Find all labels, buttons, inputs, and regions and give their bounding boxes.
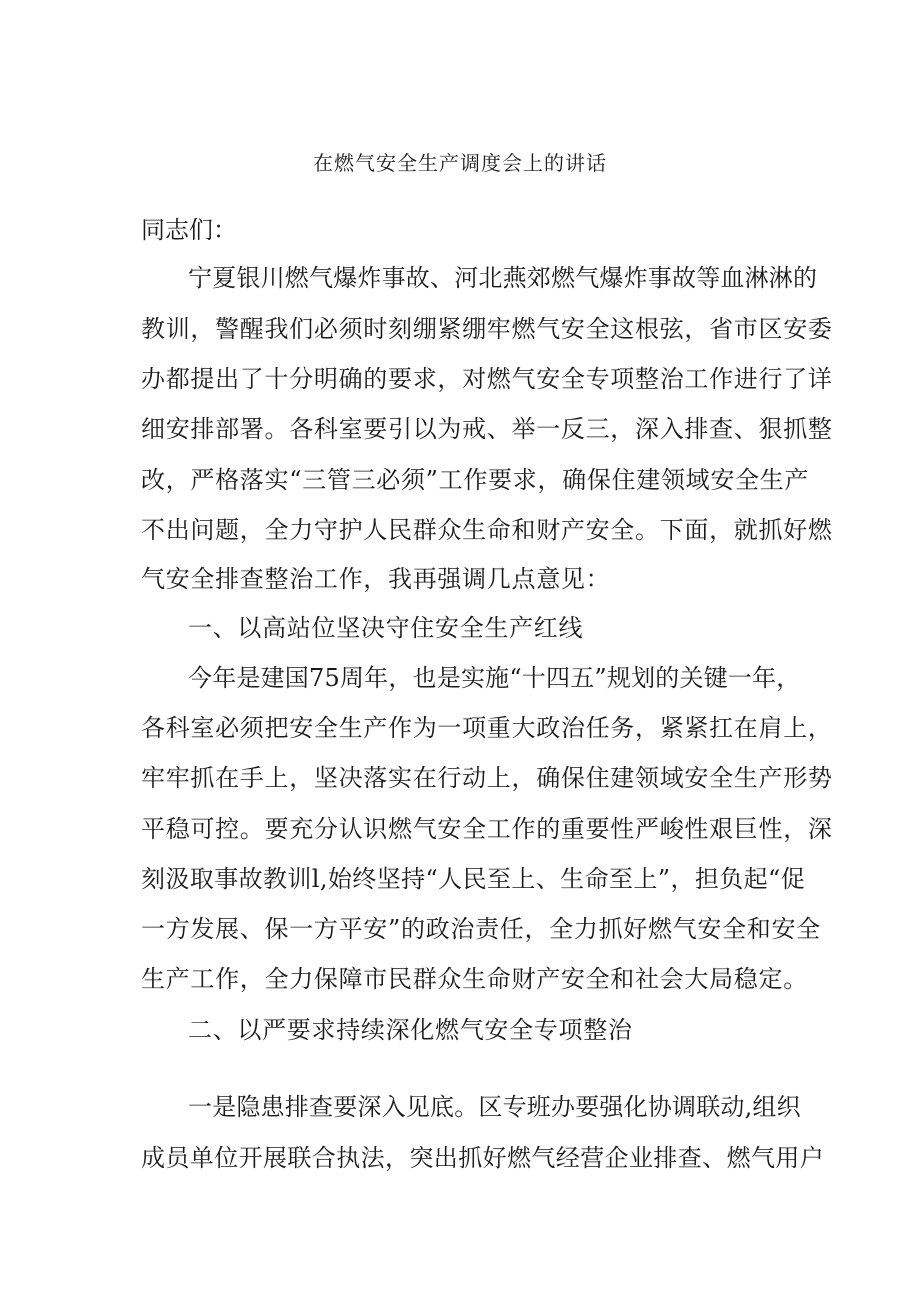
paragraph-line: 改，严格落实“三管三必须”工作要求，确保住建领域安全生产 (141, 466, 810, 494)
paragraph-line: 成员单位开展联合执法，突出抓好燃气经营企业排查、燃气用户 (141, 1144, 825, 1172)
paragraph-line: 细安排部署。各科室要引以为戒、举一反三，深入排查、狠抓整 (141, 415, 833, 443)
paragraph-line: 生产工作，全力保障市民群众生命财产安全和社会大局稳定。 (141, 965, 808, 993)
section-heading: 一、以高站位坚决守住安全生产红线 (188, 614, 584, 642)
paragraph-line: 一是隐患排查要深入见底。区专班办要强化协调联动,组织 (188, 1093, 801, 1121)
paragraph-line: 宁夏银川燃气爆炸事故、河北燕郊燃气爆炸事故等血淋淋的 (188, 264, 818, 292)
paragraph-line: 牢牢抓在手上，坚决落实在行动上，确保住建领域安全生产形势 (141, 764, 833, 792)
paragraph-line: 今年是建国75周年，也是实施“十四五”规划的关键一年， (188, 664, 801, 692)
paragraph-line: 气安全排查整治工作，我再强调几点意见： (141, 565, 611, 593)
paragraph-line: 教训，警醒我们必须时刻绷紧绷牢燃气安全这根弦，省市区安委 (141, 315, 833, 343)
paragraph-line: 不出问题，全力守护人民群众生命和财产安全。下面，就抓好燃 (141, 516, 833, 544)
paragraph-line: 各科室必须把安全生产作为一项重大政治任务，紧紧扛在肩上， (141, 714, 833, 742)
paragraph-line: 平稳可控。要充分认识燃气安全工作的重要性严峻性艰巨性，深 (141, 815, 833, 843)
document-title: 在燃气安全生产调度会上的讲话 (313, 151, 607, 175)
section-heading: 二、以严要求持续深化燃气安全专项整治 (188, 1016, 633, 1044)
paragraph-line: 办都提出了十分明确的要求，对燃气安全专项整治工作进行了详 (141, 365, 833, 393)
paragraph-line: 一方发展、保一方平安”的政治责任，全力抓好燃气安全和安全 (141, 915, 821, 943)
paragraph-line: 刻汲取事故教训l,始终坚持“人民至上、生命至上”，担负起“促 (141, 865, 806, 893)
salutation: 同志们： (141, 216, 237, 244)
